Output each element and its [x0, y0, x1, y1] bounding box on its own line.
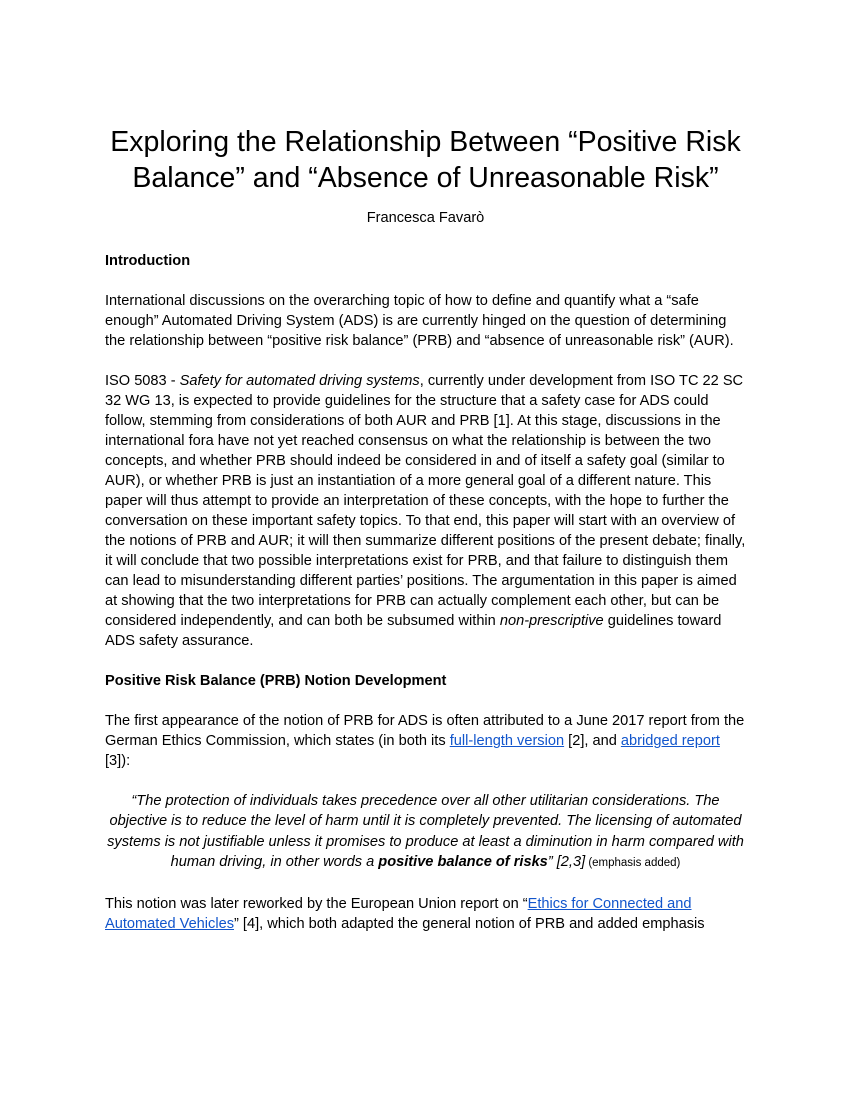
prb-paragraph-2 — [105, 894, 746, 934]
section-heading-introduction: Introduction — [105, 253, 191, 269]
ethics-commission-quote — [105, 791, 746, 874]
quote-emphasis-note: (emphasis added) — [585, 857, 681, 870]
paper-title-line-1: Exploring the Relationship Between “Positive Risk — [110, 126, 741, 158]
full-length-version-link[interactable]: full-length version — [449, 733, 565, 749]
quote-bold-phrase: positive balance of risks — [378, 854, 548, 871]
prb-paragraph-1 — [105, 711, 746, 771]
prb-p1-mid: [2], and — [564, 733, 621, 749]
quote-main: “The protection of individuals takes precedence over all other utilitarian considerations. The objective is to reduce the level of harm until it is completely prevented. The licensing of automated systems is not justifiable unless it promises to produce at least a diminution in harm compared with human driving, in other words a — [107, 793, 744, 871]
intro-p2-start: ISO 5083 - — [105, 373, 180, 389]
section-heading-prb: Positive Risk Balance (PRB) Notion Development — [105, 673, 447, 689]
intro-p2-middle: , currently under development from ISO TC 22 SC 32 WG 13, is expected to provide guidelines for the structure that a safety case for ADS could follow, stemming from considerations of both AUR and PRB [1]. At this stage, discussions in the international fora have not yet reached consensus on what the relationship is between the two concepts, and whether PRB should indeed be considered in and of itself a safety goal (similar to AUR), or whether PRB is just an instantiation of a more general goal of a different nature. This paper will thus attempt to provide an interpretation of these concepts, with the hope to further the conversation on these important safety topics. To that end, this paper will start with an overview of the notions of PRB and AUR; it will then summarize different positions of the present debate; finally, it will conclude that two possible interpretations exist for PRB, and that failure to distinguish them can lead to misunderstanding different parties’ positions. The argumentation in this paper is aimed at showing that the two interpretations for PRB can actually complement each other, but can be considered independently, and can both be subsumed within — [105, 373, 746, 629]
iso-title-italic: Safety for automated driving systems — [179, 373, 420, 389]
intro-paragraph-1: International discussions on the overarching topic of how to define and quantify what a “safe enough” Automated Driving System (ADS) is are currently hinged on the question of determining the relationship between “positive risk balance” (PRB) and “absence of unreasonable risk” (AUR). — [105, 293, 734, 349]
non-prescriptive-italic: non-prescriptive — [499, 613, 604, 629]
paper-title — [105, 124, 746, 196]
author-name: Francesca Favarò — [366, 210, 485, 226]
prb-p2-end: ” [4], which both adapted the general notion of PRB and added emphasis — [234, 915, 705, 932]
intro-paragraph-2 — [105, 371, 746, 651]
prb-p2-start: This notion was later reworked by the European Union report on “ — [105, 895, 528, 912]
prb-p1-start: The first appearance of the notion of PRB for ADS is often attributed to a June 2017 report from the German Ethics Commission, which states (in both its — [105, 713, 745, 749]
paper-title-line-2: Balance” and “Absence of Unreasonable Risk” — [132, 162, 719, 194]
prb-p1-end: [3]): — [105, 753, 131, 769]
abridged-report-link[interactable]: abridged report — [620, 733, 720, 749]
quote-end: ” [2,3] — [547, 854, 586, 871]
intro-p2-end: guidelines toward ADS safety assurance. — [105, 613, 722, 649]
eu-ethics-report-link[interactable]: Ethics for Connected and Automated Vehicles — [105, 895, 692, 932]
